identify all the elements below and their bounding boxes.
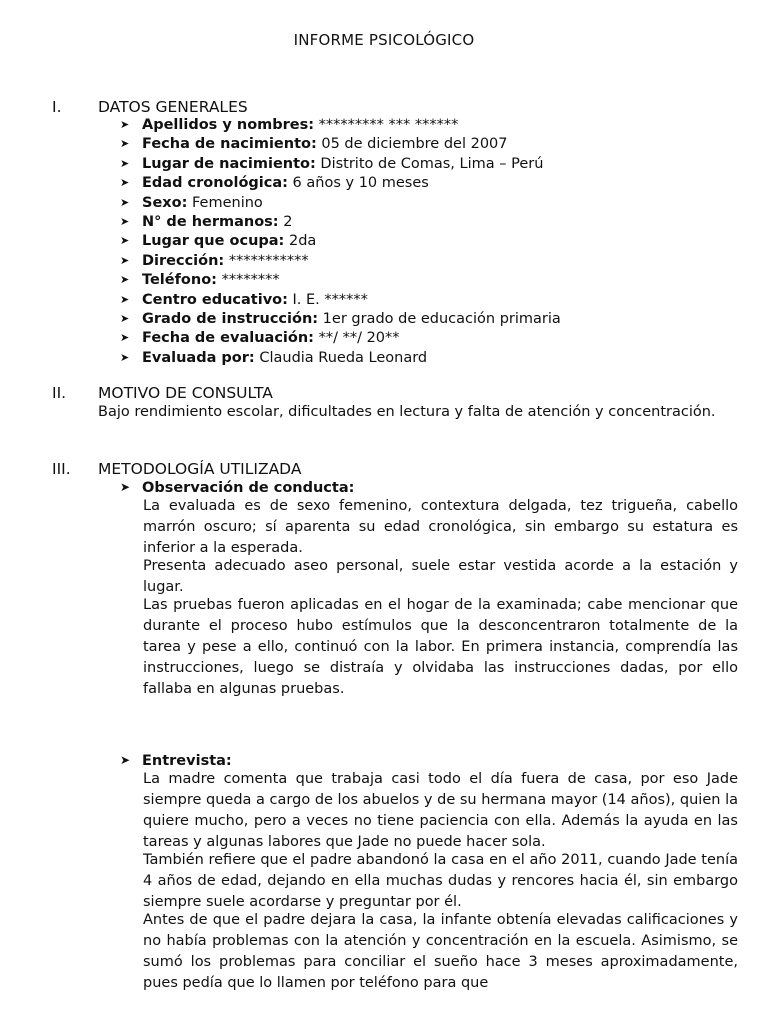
field-label: Teléfono: xyxy=(142,272,217,289)
section-title: MOTIVO DE CONSULTA xyxy=(98,384,273,402)
arrowhead-bullet-icon: ➤ xyxy=(120,273,130,287)
list-item xyxy=(120,154,561,173)
field-label: Lugar de nacimiento: xyxy=(142,155,316,172)
document-title: INFORME PSICOLÓGICO xyxy=(293,31,475,49)
section-number: II. xyxy=(52,384,67,402)
subheading-label: Observación de conducta: xyxy=(142,480,355,496)
field-value: Femenino xyxy=(187,194,263,211)
list-item xyxy=(120,309,561,328)
field-label: Fecha de nacimiento: xyxy=(142,136,317,153)
arrowhead-bullet-icon: ➤ xyxy=(120,253,130,267)
field-label: Edad cronológica: xyxy=(142,175,288,192)
field-value: 05 de diciembre del 2007 xyxy=(316,136,508,153)
field-value: 2da xyxy=(284,233,317,250)
field-label: N° de hermanos: xyxy=(142,213,279,230)
arrowhead-bullet-icon: ➤ xyxy=(120,234,130,248)
arrowhead-bullet-icon: ➤ xyxy=(120,311,130,325)
list-item xyxy=(120,193,561,212)
list-item xyxy=(120,270,561,289)
entrevista-paragraph-2: También refiere que el padre abandonó la casa en el año 2011, cuando Jade tenía 4 años de edad, dejando en ella muchas dudas y rencores hacia él, sin embargo siempre suele acordarse y preguntar por él. xyxy=(143,852,738,910)
arrowhead-bullet-icon: ➤ xyxy=(120,118,130,131)
list-item xyxy=(120,115,561,134)
observacion-paragraph-1: La evaluada es de sexo femenino, contextura delgada, tez trigueña, cabello marrón oscuro; sí aparenta su edad cronológica, sin embargo su estatura es inferior a la esperada. xyxy=(143,498,738,556)
subheading-label: Entrevista: xyxy=(142,753,232,769)
field-value: **/ **/ 20** xyxy=(313,330,400,347)
arrowhead-bullet-icon: ➤ xyxy=(120,753,131,767)
list-item xyxy=(120,328,561,347)
entrevista-paragraph-1: La madre comenta que trabaja casi todo el día fuera de casa, por eso Jade siempre queda a cargo de los abuelos y de su hermana mayor (14 años), quien la quiere mucho, pero a veces no tiene paciencia con ella. Además la ayuda en las tareas y algunas labores que Jade no puede hacer sola. xyxy=(143,771,738,850)
arrowhead-bullet-icon: ➤ xyxy=(120,292,130,306)
field-value: Claudia Rueda Leonard xyxy=(254,349,428,366)
arrowhead-bullet-icon: ➤ xyxy=(120,214,130,228)
datos-generales-list xyxy=(120,115,561,367)
field-label: Apellidos y nombres: xyxy=(142,117,315,133)
arrowhead-bullet-icon: ➤ xyxy=(120,331,130,345)
list-item xyxy=(120,173,561,192)
field-value: Distrito de Comas, Lima – Perú xyxy=(315,155,544,172)
field-label: Fecha de evaluación: xyxy=(142,330,314,347)
arrowhead-bullet-icon: ➤ xyxy=(120,156,130,170)
subheading-observacion xyxy=(120,477,354,498)
field-label: Grado de instrucción: xyxy=(142,310,319,327)
arrowhead-bullet-icon: ➤ xyxy=(120,480,131,494)
section-number: I. xyxy=(52,98,62,116)
field-value: 1er grado de educación primaria xyxy=(318,310,561,327)
section-title: DATOS GENERALES xyxy=(98,98,248,116)
field-value: *********** xyxy=(224,252,309,269)
arrowhead-bullet-icon: ➤ xyxy=(120,350,130,364)
list-item xyxy=(120,134,561,153)
arrowhead-bullet-icon: ➤ xyxy=(120,195,130,209)
list-item xyxy=(120,231,561,250)
observacion-paragraph-3: Las pruebas fueron aplicadas en el hogar de la examinada; cabe mencionar que durante el proceso hubo estímulos que la desconcentraron totalmente de la tarea y pese a ello, continuó con la labor. En primera instancia, comprendía las instrucciones, luego se distraía y olvidaba las instrucciones dadas, por ello fallaba en algunas pruebas. xyxy=(143,597,738,697)
field-value: ******** xyxy=(216,272,280,289)
field-value: I. E. ****** xyxy=(287,291,368,308)
field-label: Evaluada por: xyxy=(142,349,255,366)
section-title: METODOLOGÍA UTILIZADA xyxy=(98,460,302,478)
field-label: Dirección: xyxy=(142,252,225,269)
list-item xyxy=(120,348,561,367)
motivo-paragraph: Bajo rendimiento escolar, dificultades en lectura y falta de atención y concentración. xyxy=(98,404,716,420)
field-label: Centro educativo: xyxy=(142,291,288,308)
list-item xyxy=(120,290,561,309)
entrevista-paragraph-3: Antes de que el padre dejara la casa, la infante obtenía elevadas calificaciones y no había problemas con la atención y concentración en la escuela. Asimismo, se sumó los problemas para conciliar el sueño hace 3 meses aproximadamente, pues pedía que lo llamen por teléfono para que xyxy=(143,912,738,991)
list-item xyxy=(120,251,561,270)
subheading-entrevista xyxy=(120,750,232,771)
field-value: 2 xyxy=(278,213,293,230)
field-value: ********* *** ****** xyxy=(314,117,459,133)
section-number: III. xyxy=(52,460,71,478)
field-label: Lugar que ocupa: xyxy=(142,233,285,250)
arrowhead-bullet-icon: ➤ xyxy=(120,176,130,190)
arrowhead-bullet-icon: ➤ xyxy=(120,137,130,151)
field-value: 6 años y 10 meses xyxy=(287,175,429,192)
observacion-paragraph-2: Presenta adecuado aseo personal, suele estar vestida acorde a la estación y lugar. xyxy=(143,558,738,595)
field-label: Sexo: xyxy=(142,194,188,211)
list-item xyxy=(120,212,561,231)
